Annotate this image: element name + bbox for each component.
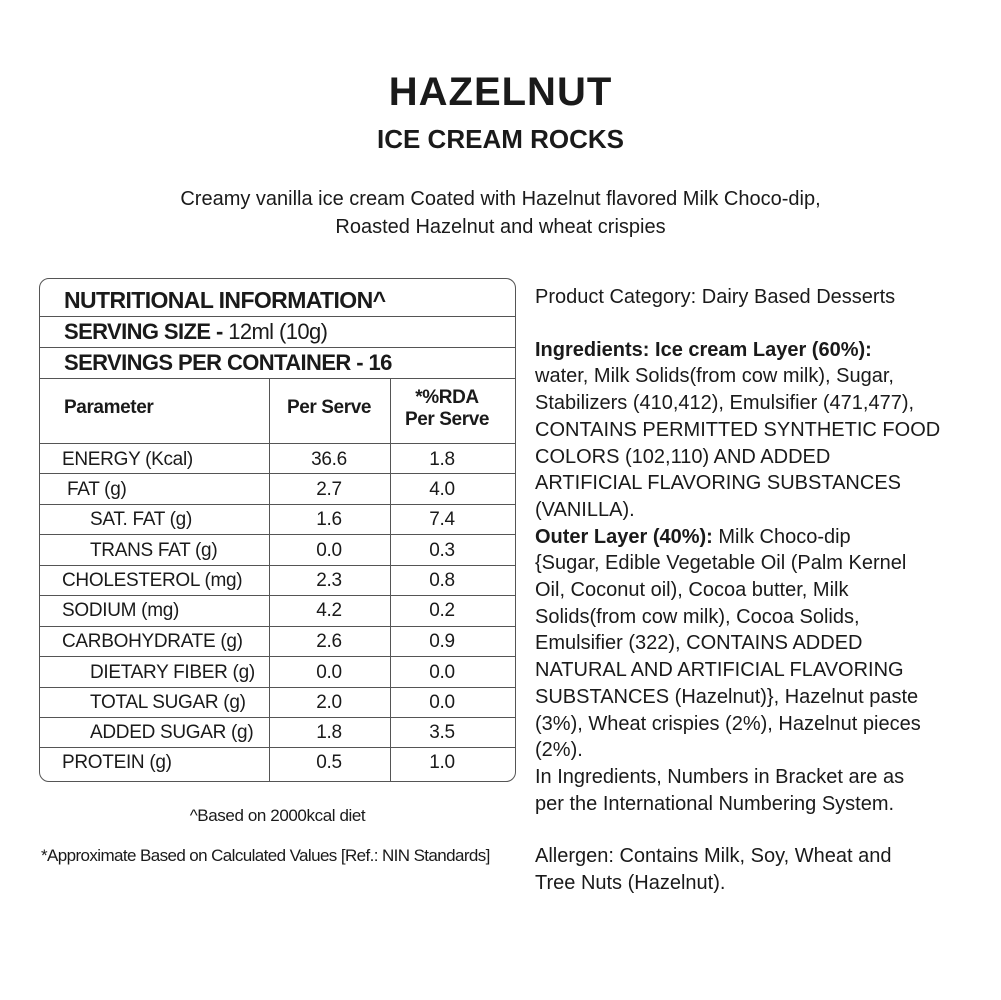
rda-cell: 0.9 [429, 631, 455, 652]
rda-cell: 4.0 [429, 479, 455, 500]
per-serve-cell: 1.8 [316, 722, 342, 743]
nutrition-heading: NUTRITIONAL INFORMATION^ [64, 287, 386, 313]
ingredients-line: {Sugar, Edible Vegetable Oil (Palm Kernel [535, 552, 907, 575]
rda-cell: 3.5 [429, 722, 455, 743]
table-row [40, 596, 515, 626]
rda-header-line: *%RDA [415, 387, 479, 408]
serving-size-value: 12ml (10g) [228, 319, 328, 344]
table-row [40, 688, 515, 718]
divider [40, 473, 515, 474]
ingredients-line: SUBSTANCES (Hazelnut)}, Hazelnut paste [535, 685, 919, 708]
parameter-cell: TOTAL SUGAR (g) [90, 692, 246, 713]
ins-note-line: In Ingredients, Numbers in Bracket are as [535, 765, 905, 788]
per-serve-cell: 2.6 [316, 631, 342, 652]
divider [40, 656, 515, 657]
approximation-footnote: *Approximate Based on Calculated Values [Ref.: NIN Standards] [41, 846, 490, 865]
ingredients-line: Stabilizers (410,412), Emulsifier (471,477), [535, 392, 915, 415]
column-header-rda [390, 387, 504, 431]
nutrition-panel [39, 278, 516, 782]
parameter-cell: FAT (g) [67, 479, 127, 500]
divider [40, 316, 515, 317]
ingredients-line: ARTIFICIAL FLAVORING SUBSTANCES [535, 472, 901, 495]
parameter-cell: CHOLESTEROL (mg) [62, 570, 243, 591]
per-serve-cell: 4.2 [316, 600, 342, 621]
table-row [40, 748, 515, 778]
ingredients-heading: Ingredients: Ice cream Layer (60%): [535, 338, 872, 361]
ingredients-line: NATURAL AND ARTIFICIAL FLAVORING [535, 659, 904, 682]
rda-cell: 1.8 [429, 449, 455, 470]
ingredients-line: COLORS (102,110) AND ADDED [535, 445, 831, 468]
ingredients-line: (2%). [535, 739, 583, 762]
table-row [40, 445, 515, 475]
parameter-cell: SODIUM (mg) [62, 600, 180, 621]
column-header-per-serve: Per Serve [286, 397, 372, 418]
parameter-cell: PROTEIN (g) [62, 752, 172, 773]
allergen-line: Allergen: Contains Milk, Soy, Wheat and [535, 845, 892, 868]
ingredients-line: CONTAINS PERMITTED SYNTHETIC FOOD [535, 418, 941, 441]
per-serve-cell: 2.3 [316, 570, 342, 591]
per-serve-cell: 0.5 [316, 752, 342, 773]
ingredients-line: Oil, Coconut oil), Cocoa butter, Milk [535, 579, 849, 602]
column-header-parameter: Parameter [64, 397, 154, 418]
divider [40, 347, 515, 348]
divider [40, 534, 515, 535]
serving-size-label: SERVING SIZE - [64, 319, 229, 344]
table-row [40, 475, 515, 505]
description-line: Creamy vanilla ice cream Coated with Hazelnut flavored Milk Choco-dip, [180, 188, 821, 210]
rda-cell: 0.0 [429, 692, 455, 713]
product-description [0, 185, 1001, 241]
rda-cell: 0.3 [429, 540, 455, 561]
spacer [535, 311, 985, 337]
divider [40, 443, 515, 444]
outer-layer-first: Milk Choco-dip [712, 525, 851, 548]
per-serve-cell: 1.6 [316, 509, 342, 530]
rda-cell: 0.0 [429, 662, 455, 683]
description-line: Roasted Hazelnut and wheat crispies [335, 216, 666, 238]
rda-cell: 0.8 [429, 570, 455, 591]
divider [40, 378, 515, 379]
parameter-cell: CARBOHYDRATE (g) [62, 631, 243, 652]
product-category: Product Category: Dairy Based Desserts [535, 286, 896, 308]
outer-layer-heading: Outer Layer (40%): [535, 525, 713, 548]
table-row [40, 505, 515, 535]
spacer [535, 817, 985, 843]
ingredients-line: Emulsifier (322), CONTAINS ADDED [535, 632, 863, 655]
allergen-line: Tree Nuts (Hazelnut). [535, 872, 726, 895]
ingredients-line: (VANILLA). [535, 498, 635, 521]
parameter-cell: TRANS FAT (g) [90, 540, 218, 561]
product-info [535, 284, 985, 897]
per-serve-cell: 0.0 [316, 662, 342, 683]
per-serve-cell: 2.7 [316, 479, 342, 500]
outer-layer-line [535, 524, 985, 551]
rda-cell: 7.4 [429, 509, 455, 530]
parameter-cell: SAT. FAT (g) [90, 509, 192, 530]
ingredients-line: (3%), Wheat crispies (2%), Hazelnut pieces [535, 712, 921, 735]
rda-header-line: Per Serve [404, 409, 490, 430]
table-row [40, 566, 515, 596]
servings-per-container: SERVINGS PER CONTAINER - 16 [64, 350, 392, 375]
rda-cell: 1.0 [429, 752, 455, 773]
parameter-cell: ENERGY (Kcal) [62, 449, 193, 470]
rda-cell: 0.2 [429, 600, 455, 621]
ins-note-line: per the International Numbering System. [535, 792, 895, 815]
table-row [40, 627, 515, 657]
serving-size [64, 319, 327, 345]
product-subtitle: ICE CREAM ROCKS [376, 124, 624, 154]
ingredients-line: Solids(from cow milk), Cocoa Solids, [535, 605, 860, 628]
table-row [40, 658, 515, 688]
parameter-cell: ADDED SUGAR (g) [90, 722, 254, 743]
product-title: HAZELNUT [388, 70, 613, 114]
per-serve-cell: 36.6 [311, 449, 347, 470]
per-serve-cell: 2.0 [316, 692, 342, 713]
ingredients-line: water, Milk Solids(from cow milk), Sugar, [535, 365, 894, 388]
table-row [40, 536, 515, 566]
table-row [40, 718, 515, 748]
parameter-cell: DIETARY FIBER (g) [90, 662, 255, 683]
rda-footnote: ^Based on 2000kcal diet [189, 806, 366, 825]
per-serve-cell: 0.0 [316, 540, 342, 561]
